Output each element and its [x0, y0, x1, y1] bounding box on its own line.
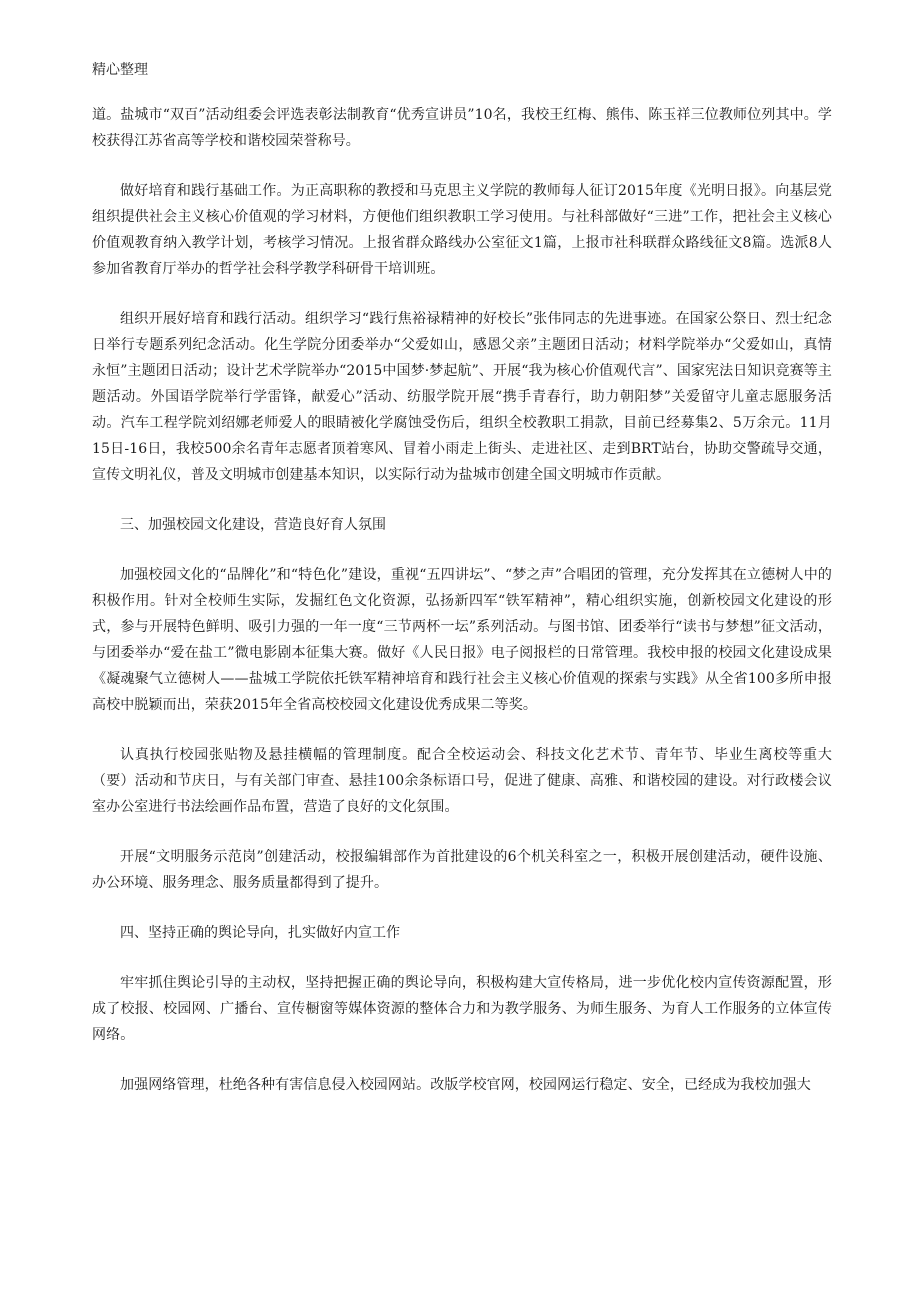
section-heading-campus-culture: 三、加强校园文化建设，营造良好育人氛围 — [120, 517, 386, 533]
paragraph-continuation: 道。盐城市“双百”活动组委会评选表彰法制教育“优秀宣讲员”10名，我校王红梅、熊伟、陈玉祥三位教师位列其中。学校获得江苏省高等学校和谐校园荣誉称号。 — [92, 107, 832, 149]
paragraph-posting-management: 认真执行校园张贴物及悬挂横幅的管理制度。配合全校运动会、科技文化艺术节、青年节、毕业生离校等重大（要）活动和节庆日，与有关部门审查、悬挂100余条标语口号，促进了健康、高雅、和谐校园的建设。对行政楼会议室办公室进行书法绘画作品布置，营造了良好的文化氛围。 — [92, 747, 832, 815]
paragraph-service-model: 开展“文明服务示范岗”创建活动，校报编辑部作为首批建设的6个机关科室之一，积极开展创建活动，硬件设施、办公环境、服务理念、服务质量都得到了提升。 — [92, 849, 832, 891]
paragraph-activities: 组织开展好培育和践行活动。组织学习“践行焦裕禄精神的好校长”张伟同志的先进事迹。在国家公祭日、烈士纪念日举行专题系列纪念活动。化生学院分团委举办“父爱如山，感恩父亲”主题团日活动；材料学院举办“父爱如山，真情永恒”主题团日活动；设计艺术学院举办“2015中国梦·梦起航”、开展“我为核心价值观代言”、国家宪法日知识竞赛等主题活动。外国语学院举行学雷锋，献爱心”活动、纺服学院开展“携手青春行，助力朝阳梦”关爱留守儿童志愿服务活动。汽车工程学院刘绍娜老师爱人的眼睛被化学腐蚀受伤后，组织全校教职工捐款，目前已经募集2、5万余元。11月15日-16日，我校500余名青年志愿者顶着寒风、冒着小雨走上街头、走进社区、走到BRT站台，协助交警疏导交通，宣传文明礼仪，普及文明城市创建基本知识，以实际行动为盐城市创建全国文明城市作贡献。 — [92, 311, 832, 483]
paragraph-foundation-work: 做好培育和践行基础工作。为正高职称的教授和马克思主义学院的教师每人征订2015年度《光明日报》。向基层党组织提供社会主义核心价值观的学习材料，方便他们组织教职工学习使用。与社科部做好“三进”工作，把社会主义核心价值观教育纳入教学计划，考核学习情况。上报省群众路线办公室征文1篇，上报市社科联群众路线征文8篇。选派8人参加省教育厅举办的哲学社会科学教学科研骨干培训班。 — [92, 183, 832, 277]
page-header: 精心整理 — [92, 62, 148, 78]
paragraph-network-management: 加强网络管理，杜绝各种有害信息侵入校园网站。改版学校官网，校园网运行稳定、安全，已经成为我校加强大 — [120, 1077, 811, 1093]
section-heading-public-opinion: 四、坚持正确的舆论导向，扎实做好内宣工作 — [120, 925, 400, 941]
paragraph-opinion-guidance: 牢牢抓住舆论引导的主动权，坚持把握正确的舆论导向，积极构建大宣传格局，进一步优化校内宣传资源配置，形成了校报、校园网、广播台、宣传橱窗等媒体资源的整体合力和为教学服务、为师生服务、为育人工作服务的立体宣传网络。 — [92, 975, 832, 1043]
paragraph-culture-branding: 加强校园文化的“品牌化”和“特色化”建设，重视“五四讲坛”、“梦之声”合唱团的管理，充分发挥其在立德树人中的积极作用。针对全校师生实际，发掘红色文化资源，弘扬新四军“铁军精神”，精心组织实施，创新校园文化建设的形式，参与开展特色鲜明、吸引力强的一年一度“三节两杯一坛”系列活动。与图书馆、团委举行“读书与梦想”征文活动，与团委举办“爱在盐工”微电影剧本征集大赛。做好《人民日报》电子阅报栏的日常管理。我校申报的校园文化建设成果《凝魂聚气立德树人——盐城工学院依托铁军精神培育和践行社会主义核心价值观的探索与实践》从全省100多所申报高校中脱颖而出，荣获2015年全省高校校园文化建设优秀成果二等奖。 — [92, 567, 832, 713]
